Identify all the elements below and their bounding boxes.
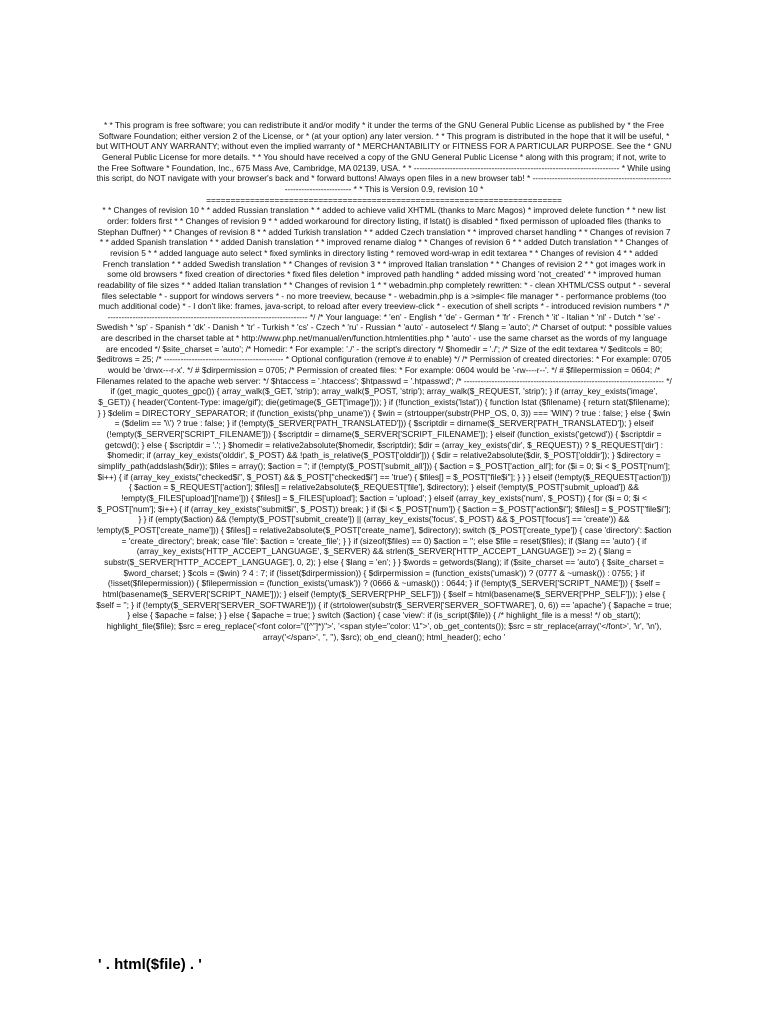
document-footer-code: ' . html($file) . ' (98, 956, 202, 973)
document-body-text: * * This program is free software; you can redistribute it and/or modify * it under the terms of the GNU General Public License as published by * the Free Software Foundation; either version 2 of the License, or * (at your option) any later version. * * This program is distributed in the hope that it will be useful, * but WITHOUT ANY WARRANTY; without even the implied warranty of * MERCHANTABILITY or FITNESS FOR A PARTICULAR PURPOSE. See the * GNU General Public License for more details. * * You should have received a copy of the GNU General Public License * along with this program; if not, write to the Free Software * Foundation, Inc., 675 Mass Ave, Cambridge, MA 02139, USA. * * -------------------------------------------------------------------------- * While using this script, do NOT navigate with your browser's back and * forward buttons! Always open files in a new browser tab! * -------------------------------------------------------------------------- * * This is Version 0.9, revision 10 * ========================================================================= * * Changes of revision 10 * * added Russian translation * * added to achieve valid XHTML (thanks to Marc Magos) * improved delete function * * new list order: folders first * * Changes of revision 9 * * added workaround for directory listing, if lstat() is disabled * fixed permisson of uploaded files (thanks to Stephan Duffner) * * Changes of revision 8 * * added Turkish translation * * added Czech translation * * improved charset handling * * Changes of revision 7 * * added Spanish translation * * added Danish translation * * improved rename dialog * * Changes of revision 6 * * added Dutch translation * * Changes of revision 5 * * added language auto select * fixed symlinks in directory listing * removed word-wrap in edit textarea * * Changes of revision 4 * * added French translation * * added Swedish translation * * Changes of revision 3 * * improved Italian translation * * Changes of revision 2 * * got images work in some old browsers * fixed creation of directories * fixed files deletion * improved path handling * added missing word 'not_created' * * improved human readability of file sizes * * added Italian translation * * Changes of revision 1 * * webadmin.php completely rewritten: * - clean XHTML/CSS output * - several files selectable * - support for windows servers * - no more treeview, because * - webadmin.php is a >simple< file manager * - performance problems (too much additional code) * - I don't like: frames, java-script, to reload after every treeview-click * - execution of shell scripts * - introduced revision numbers * /* ------------------------------------------------------------------------ */ /* Your language: * 'en' - English * 'de' - German * 'fr' - French * 'it' - Italian * 'nl' - Dutch * 'se' - Swedish * 'sp' - Spanish * 'dk' - Danish * 'tr' - Turkish * 'cs' - Czech * 'ru' - Russian * 'auto' - autoselect */ $lang = 'auto'; /* Charset of output: * possible values are described in the charset table at * http://www.php.net/manual/en/function.htmlentities.php * 'auto' - use the same charset as the words of my language are encoded */ $site_charset = 'auto'; /* Homedir: * For example: './' - the script's directory */ $homedir = './'; /* Size of the edit textarea */ $editcols = 80; $editrows = 25; /* ------------------------------------------- * Optional configuration (remove # to enable) */ /* Permission of created directories: * For example: 0705 would be 'drwx---r-x'. */ # $dirpermission = 0705; /* Permission of created files: * For example: 0604 would be '-rw----r--'. */ # $filepermission = 0604; /* Filenames related to the apache web server: */ $htaccess = '.htaccess'; $htpasswd = '.htpasswd'; /* ------------------------------------------------------------------------ */ if (get_magic_quotes_gpc()) { array_walk($_GET, 'strip'); array_walk($_POST, 'strip'); array_walk($_REQUEST, 'strip'); } if (array_key_exists('image', $_GET)) { header('Content-Type: image/gif'); die(getimage($_GET['image'])); } if (!function_exists('lstat')) { function lstat ($filename) { return stat($filename); } } $delim = DIRECTORY_SEPARATOR; if (function_exists('php_uname')) { $win = (strtoupper(substr(PHP_OS, 0, 3)) === 'WIN') ? true : false; } else { $win = ($delim == '\\') ? true : false; } if (!empty($_SERVER['PATH_TRANSLATED'])) { $scriptdir = dirname($_SERVER['PATH_TRANSLATED']); } elseif (!empty($_SERVER['SCRIPT_FILENAME'])) { $scriptdir = dirname($_SERVER['SCRIPT_FILENAME']); } elseif (function_exists('getcwd')) { $scriptdir = getcwd(); } else { $scriptdir = '.'; } $homedir = relative2absolute($homedir, $scriptdir); $dir = (array_key_exists('dir', $_REQUEST)) ? $_REQUEST['dir'] : $homedir; if (array_key_exists('olddir', $_POST) && !path_is_relative($_POST['olddir'])) { $dir = relative2absolute($dir, $_POST['olddir']); } $directory = simplify_path(addslash($dir)); $files = array(); $action = ''; if (!empty($_POST['submit_all'])) { $action = $_POST['action_all']; for ($i = 0; $i < $_POST['num']; $i++) { if (array_key_exists("checked$i", $_POST) && $_POST["checked$i"] == 'true') { $files[] = $_POST["file$i"]; } } } elseif (!empty($_REQUEST['action'])) { $action = $_REQUEST['action']; $files[] = relative2absolute($_REQUEST['file'], $directory); } elseif (!empty($_POST['submit_upload']) && !empty($_FILES['upload']['name'])) { $files[] = $_FILES['upload']; $action = 'upload'; } elseif (array_key_exists('num', $_POST)) { for ($i = 0; $i < $_POST['num']; $i++) { if (array_key_exists("submit$i", $_POST)) break; } if ($i < $_POST['num']) { $action = $_POST["action$i"]; $files[] = $_POST["file$i"]; } } if (empty($action) && (!empty($_POST['submit_create']) || (array_key_exists('focus', $_POST) && $_POST['focus'] == 'create')) && !empty($_POST['create_name'])) { $files[] = relative2absolute($_POST['create_name'], $directory); switch ($_POST['create_type']) { case 'directory': $action = 'create_directory'; break; case 'file': $action = 'create_file'; } } if (sizeof($files) == 0) $action = ''; else $file = reset($files); if ($lang == 'auto') { if (array_key_exists('HTTP_ACCEPT_LANGUAGE', $_SERVER) && strlen($_SERVER['HTTP_ACCEPT_LANGUAGE']) >= 2) { $lang = substr($_SERVER['HTTP_ACCEPT_LANGUAGE'], 0, 2); } else { $lang = 'en'; } } $words = getwords($lang); if ($site_charset == 'auto') { $site_charset = $word_charset; } $cols = ($win) ? 4 : 7; if (!isset($dirpermission)) { $dirpermission = (function_exists('umask')) ? (0777 & ~umask()) : 0755; } if (!isset($filepermission)) { $filepermission = (function_exists('umask')) ? (0666 & ~umask()) : 0644; } if (!empty($_SERVER['SCRIPT_NAME'])) { $self = html(basename($_SERVER['SCRIPT_NAME'])); } elseif (!empty($_SERVER['PHP_SELF'])) { $self = html(basename($_SERVER['PHP_SELF'])); } else { $self = ''; } if (!empty($_SERVER['SERVER_SOFTWARE'])) { if (strtolower(substr($_SERVER['SERVER_SOFTWARE'], 0, 6)) == 'apache') { $apache = true; } else { $apache = false; } } else { $apache = true; } switch ($action) { case 'view': if (is_script($file)) { /* highlight_file is a mess! */ ob_start(); highlight_file($file); $src = ereg_replace('<font color="([^"]*)">', '<span style="color: \1">', ob_get_contents()); $src = str_replace(array('</font>', '\r', '\n'), array('</span>', '', ''), $src); ob_end_clean(); html_header(); echo ' (96, 120, 672, 642)
